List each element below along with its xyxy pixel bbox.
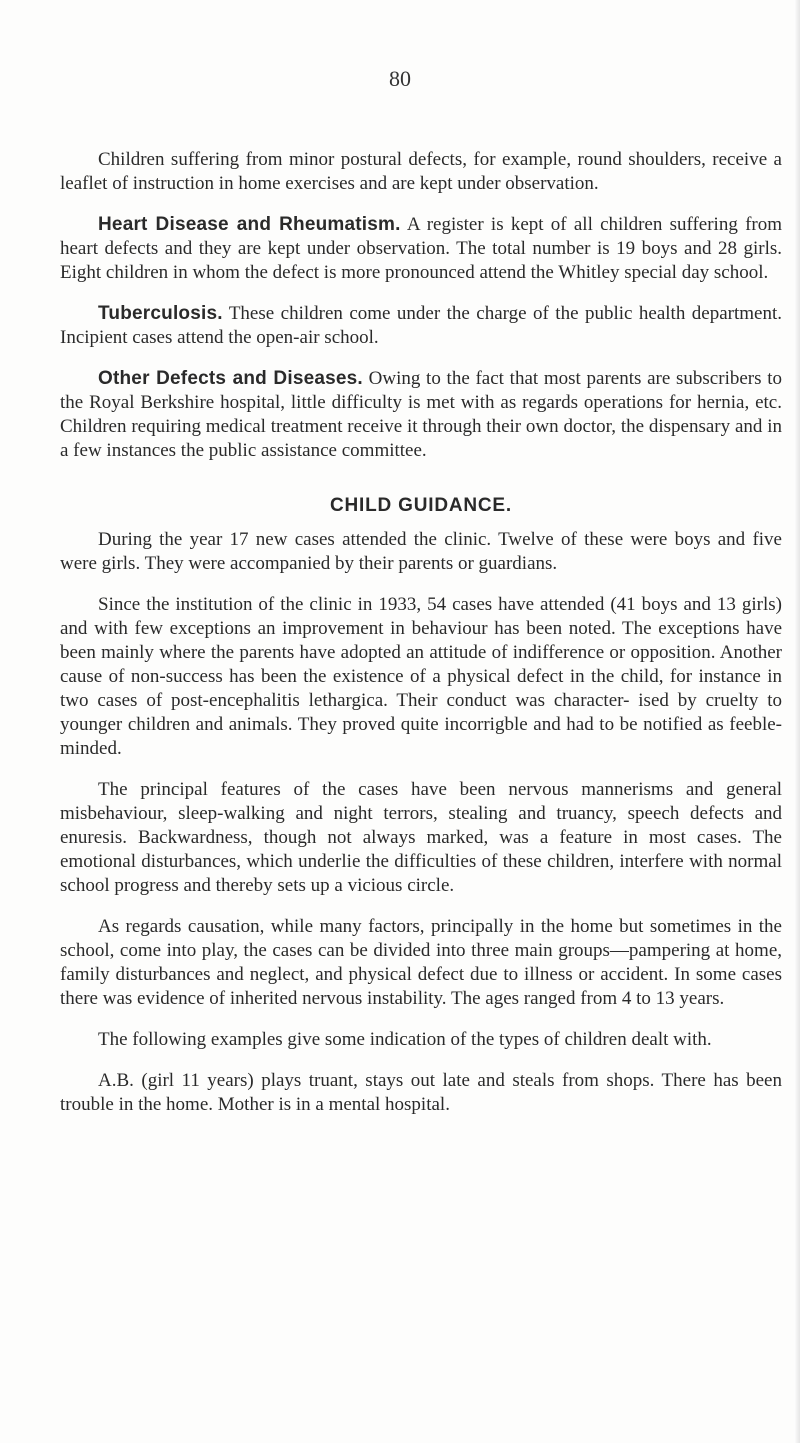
child-guidance-paragraph-3: The principal features of the cases have been nervous mannerisms and general misbehaviour, sleep-walking and night terrors, stealing and truancy, speech defects and enuresis. Backwardness, though not always marked, was a feature in most cases. The emotional disturbances, which underlie the difficulties of these children, interfere with normal school progress and thereby sets up a vicious circle. [60, 779, 782, 896]
heart-disease-heading: Heart Disease and Rheumatism. [98, 214, 401, 235]
child-guidance-paragraph-6: A.B. (girl 11 years) plays truant, stays out late and steals from shops. There has been trouble in the home. Mother is in a mental hospital. [60, 1070, 782, 1115]
other-defects-text: Owing to the fact that most parents are subscribers to the Royal Berkshire hospital, little difficulty is met with as regards operations for hernia, etc. Children requiring medical treatment receive it through their own doctor, the dispensary and in a few instances the public assistance committee. [60, 368, 782, 461]
child-guidance-paragraph-1: During the year 17 new cases attended the clinic. Twelve of these were boys and five were girls. They were accompanied by their parents or guardians. [60, 529, 782, 574]
child-guidance-paragraph-2: Since the institution of the clinic in 1933, 54 cases have attended (41 boys and 13 girls) and with few exceptions an improvement in behaviour has been noted. The exceptions have been mainly where the parents have adopted an attitude of indifference or opposition. Another cause of non-success has been the existence of a physical defect in the child, for instance in two cases of post-encephalitis lethargica. Their conduct was character- ised by cruelty to younger children and animals. They proved quite incorrigble and had to be notified as feeble-minded. [60, 594, 782, 759]
tuberculosis-paragraph [60, 302, 782, 350]
heart-disease-text: A register is kept of all children suffering from heart defects and they are kept under observation. The total number is 19 boys and 28 girls. Eight children in whom the defect is more pronounced attend the Whitley special day school. [60, 214, 783, 283]
tuberculosis-heading: Tuberculosis. [98, 303, 223, 324]
child-guidance-paragraph-5: The following examples give some indication of the types of children dealt with. [98, 1029, 712, 1050]
child-guidance-paragraph-4: As regards causation, while many factors, principally in the home but sometimes in the school, come into play, the cases can be divided into three main groups—pampering at home, family disturbances and neglect, and physical defect due to illness or accident. In some cases there was evidence of inherited nervous instability. The ages ranged from 4 to 13 years. [60, 916, 782, 1009]
tuberculosis-text: These children come under the charge of the public health department. Incipient cases attend the open-air school. [60, 303, 782, 348]
page-number: 80 [389, 66, 411, 91]
page-edge-shadow [794, 0, 800, 1443]
child-guidance-heading: CHILD GUIDANCE. [330, 495, 512, 516]
postural-defects-paragraph: Children suffering from minor postural defects, for example, round shoulders, receive a leaflet of instruction in home exercises and are kept under observation. [60, 149, 782, 194]
heart-disease-paragraph [60, 213, 782, 285]
page-body [60, 148, 782, 1134]
other-defects-paragraph [60, 367, 782, 463]
other-defects-heading: Other Defects and Diseases. [98, 368, 363, 389]
